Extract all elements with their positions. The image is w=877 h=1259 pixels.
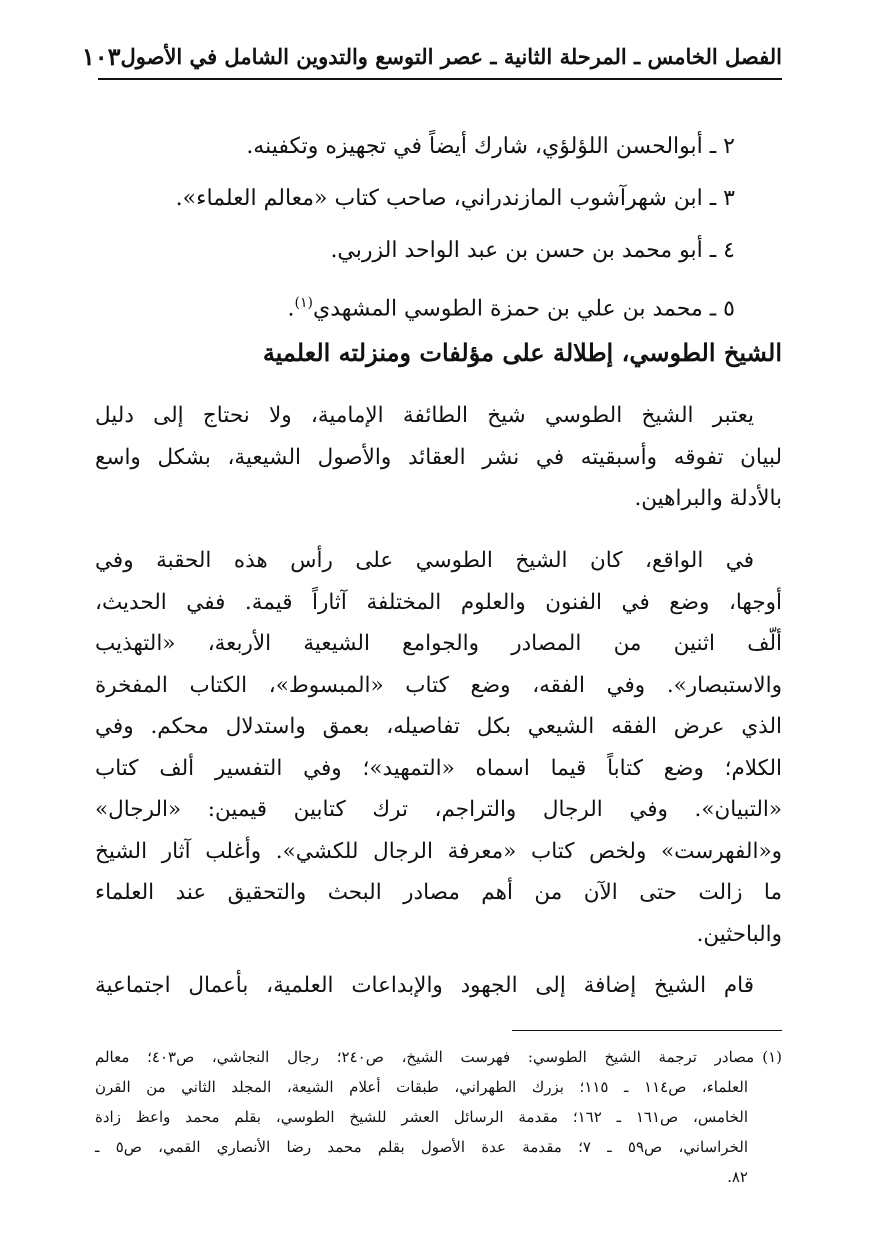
text-line: الكلام؛ وضع كتاباً قيما اسماه «التمهيد»؛ وفي التفسير ألف كتاب: [95, 755, 782, 781]
paragraph-3: [95, 965, 782, 1007]
text-line: و«الفهرست» ولخص كتاب «معرفة الرجال للكشي». وأغلب آثار الشيخ: [95, 838, 782, 864]
footnote-line: العلماء، ص١١٤ ـ ١١٥؛ بزرك الطهراني، طبقات أعلام الشيعة، المجلد الثاني من القرن: [95, 1078, 748, 1096]
footnote-line: [95, 1042, 782, 1072]
text-line: والباحثين.: [696, 921, 782, 947]
text-line: «التبيان». وفي الرجال والتراجم، ترك كتابين قيمين: «الرجال»: [95, 797, 782, 822]
text-line: ألّف اثنين من المصادر والجوامع الشيعية الأربعة، «التهذيب: [95, 631, 782, 656]
text-line: لبيان تفوقه وأسبقيته في نشر العقائد والأصول الشيعية، بشكل واسع: [95, 444, 782, 470]
page-number: ١٠٣: [81, 41, 121, 71]
list-item: ٢ ـ أبوالحسن اللؤلؤي، شارك أيضاً في تجهيزه وتكفينه.: [246, 134, 735, 159]
text-line: ما زالت حتى الآن من أهم مصادر البحث والتحقيق عند العلماء: [95, 880, 782, 905]
footnote-mark: (١): [762, 1048, 782, 1066]
footnote-line: الخراساني، ص٥٩ ـ ٧؛ مقدمة عدة الأصول بقلم محمد رضا الأنصاري القمي، ص٥ ـ: [95, 1138, 748, 1156]
text-line: يعتبر الشيخ الطوسي شيخ الطائفة الإمامية، ولا نحتاج إلى دليل: [95, 403, 754, 428]
paragraph-2: [95, 540, 782, 955]
list-item: ٣ ـ ابن شهرآشوب المازندراني، صاحب كتاب «معالم العلماء».: [175, 186, 735, 211]
text-line: قام الشيخ إضافة إلى الجهود والإبداعات العلمية، بأعمال اجتماعية: [95, 973, 754, 998]
list-item: ٤ ـ أبو محمد بن حسن بن عبد الواحد الزربي.: [330, 238, 735, 263]
list-item-end: .: [287, 296, 295, 322]
text-line: والاستبصار». وفي الفقه، وضع كتاب «المبسوط»، الكتاب المفخرة: [95, 672, 782, 698]
list-item: [176, 278, 735, 330]
paragraph-1: [95, 395, 782, 520]
footnote: [95, 1042, 782, 1192]
chapter-title: الفصل الخامس ـ المرحلة الثانية ـ عصر التوسع والتدوين الشامل في الأصول: [120, 43, 782, 69]
text-line: الذي عرض الفقه الشيعي بكل تفاصيله، بعمق واستدلال محكم. وفي: [95, 714, 782, 739]
list-item-text: ٥ ـ محمد بن علي بن حمزة الطوسي المشهدي: [312, 296, 735, 322]
footnote-text: مصادر ترجمة الشيخ الطوسي: فهرست الشيخ، ص٢٤٠؛ رجال النجاشي، ص٤٠٣؛ معالم: [95, 1048, 755, 1066]
footnote-line: الخامس، ص١٦١ ـ ١٦٢؛ مقدمة الرسائل العشر للشيخ الطوسي، بقلم محمد واعظ زادة: [95, 1108, 748, 1126]
running-header: [81, 34, 782, 80]
names-list: [176, 122, 735, 330]
text-line: بالأدلة والبراهين.: [634, 486, 782, 511]
section-heading: الشيخ الطوسي، إطلالة على مؤلفات ومنزلته العلمية: [262, 338, 782, 367]
text-line: في الواقع، كان الشيخ الطوسي على رأس هذه الحقبة وفي: [95, 548, 754, 573]
text-line: أوجها، وضع في الفنون والعلوم المختلفة آثاراً قيمة. ففي الحديث،: [95, 589, 782, 615]
footnote-line: ٨٢.: [727, 1168, 748, 1186]
footnote-separator: [512, 1030, 782, 1031]
footnote-reference[interactable]: (١): [294, 295, 313, 311]
